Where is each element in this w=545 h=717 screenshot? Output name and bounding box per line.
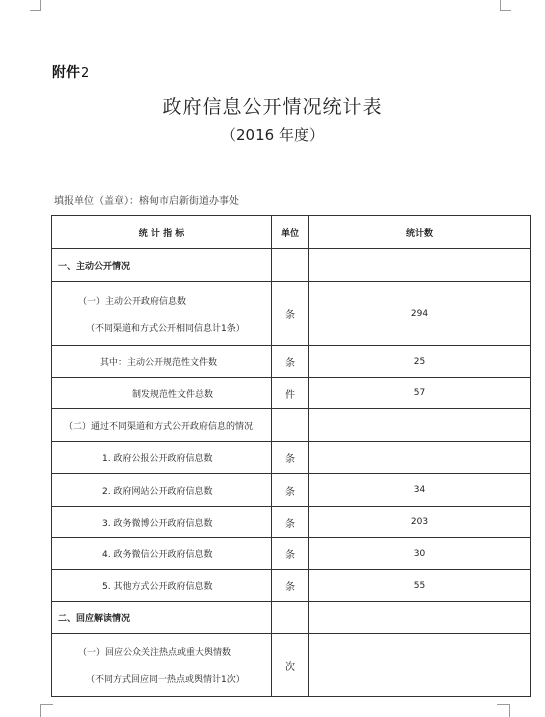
document-title: 政府信息公开情况统计表 [162,96,383,118]
row-label-cell [52,282,272,346]
row-unit: 件 [272,378,309,409]
row-sublabel: （不同方式回应同一热点或舆情计1次） [86,675,245,685]
row-unit: 条 [272,538,309,570]
row-value: 25 [309,346,531,378]
table-row [52,507,531,538]
header-unit: 单位 [272,216,309,249]
row-value [309,409,531,442]
table-row [52,409,531,442]
row-label: （一）主动公开政府信息数 [78,296,187,307]
row-value: 55 [309,570,531,602]
row-label: 4. 政务微信公开政府信息数 [52,538,272,570]
table-row [52,378,531,409]
table-row [52,634,531,697]
row-unit: 次 [272,634,309,697]
row-unit: 条 [272,570,309,602]
row-label: 一、主动公开情况 [52,249,272,282]
page-corner-mark-bottom-right [497,704,510,717]
page-corner-mark-top-left [30,0,41,11]
page-corner-mark-top-right [500,0,511,11]
table-row [52,538,531,570]
row-label: （一）回应公众关注热点或重大舆情数 [78,648,232,658]
row-value [309,442,531,474]
table-row [52,570,531,602]
row-value [309,634,531,697]
attachment-number: 2 [81,66,90,81]
table-row [52,442,531,474]
row-value: 294 [309,282,531,346]
attachment-label: 附件2 [52,65,90,81]
header-indicator: 统 计 指 标 [52,216,272,249]
statistics-table [51,215,531,697]
row-value [309,249,531,282]
header-count: 统计数 [309,216,531,249]
row-label: 5. 其他方式公开政府信息数 [52,570,272,602]
table-header-row [52,216,531,249]
row-value: 30 [309,538,531,570]
table-row [52,346,531,378]
row-unit [272,602,309,634]
row-unit: 条 [272,474,309,507]
row-label: 2. 政府网站公开政府信息数 [52,474,272,507]
row-unit [272,249,309,282]
table-row [52,282,531,346]
row-label: 3. 政务微博公开政府信息数 [52,507,272,538]
reporting-unit: 填报单位（盖章）：榕甸市启新街道办事处 [54,196,239,207]
row-label: 其中：主动公开规范性文件数 [52,346,272,378]
row-label: （二）通过不同渠道和方式公开政府信息的情况 [52,409,272,442]
row-label: 二、回应解读情况 [52,602,272,634]
row-unit: 条 [272,282,309,346]
page-corner-mark-bottom-left [40,704,53,717]
table-row [52,474,531,507]
row-value: 57 [309,378,531,409]
row-value: 203 [309,507,531,538]
row-label-cell [52,634,272,697]
row-label: 制发规范性文件总数 [52,378,272,409]
row-value: 34 [309,474,531,507]
table-row [52,602,531,634]
table-row [52,249,531,282]
row-value [309,602,531,634]
row-unit: 条 [272,507,309,538]
row-unit: 条 [272,346,309,378]
row-unit [272,409,309,442]
row-sublabel: （不同渠道和方式公开相同信息计1条） [86,323,245,334]
document-subtitle: （2016 年度） [221,126,324,144]
row-unit: 条 [272,442,309,474]
row-label: 1. 政府公报公开政府信息数 [52,442,272,474]
